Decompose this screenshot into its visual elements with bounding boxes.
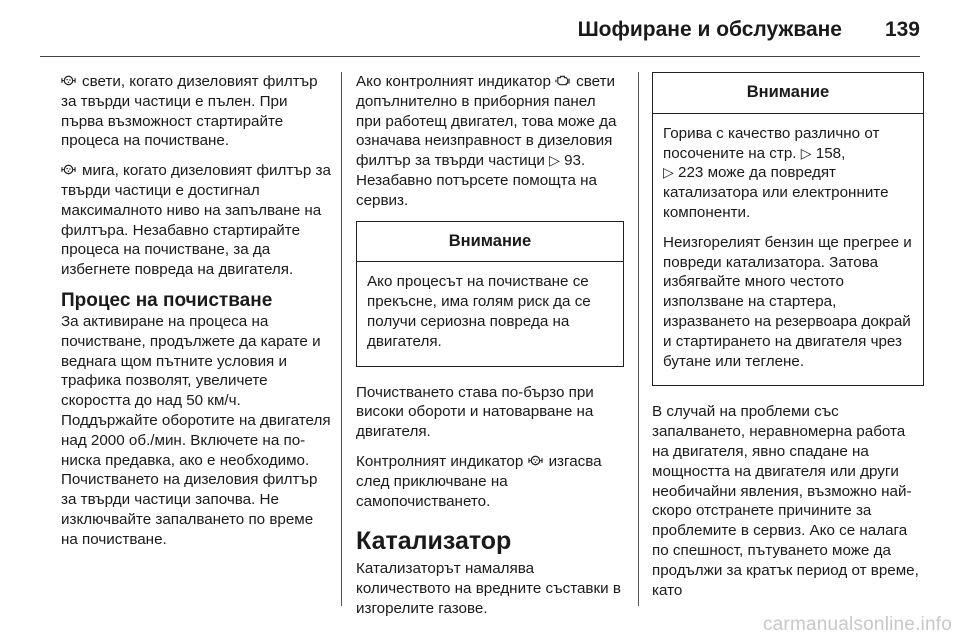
column-divider-1	[341, 72, 342, 606]
page-header	[0, 0, 960, 58]
engine-check-icon	[555, 73, 570, 88]
column-1	[61, 72, 333, 560]
watermark: carmanualsonline.info	[762, 614, 952, 635]
page-ref-arrow-icon: ▷	[800, 144, 812, 161]
paragraph-faster-cleaning: Почистването става по-бързо при високи обороти и натоварване на двигателя.	[356, 383, 594, 441]
dpf-filter-icon	[61, 73, 76, 88]
paragraph-dpf-flashing: мига, когато дизеловият филтър за твърди частици е достигнал максималното ниво на запълване на филтъра. Незабавно стартирайте процеса на почистване, за да избегнете повреда на двигателя.	[61, 162, 331, 279]
warning-fuel-quality: Горива с качество различно от посочените на стр. ▷ 158, ▷ 223 може да повредят катализатора или електронните компоненти.	[663, 124, 889, 221]
warning-text: Ако процесът на почистване се прекъсне, има голям риск да се получи сериозна повреда на двигателя.	[367, 273, 591, 350]
page-ref-arrow-icon: ▷	[549, 152, 560, 169]
dpf-filter-icon	[61, 162, 76, 177]
warning-title: Внимание	[653, 73, 923, 114]
dpf-filter-icon	[528, 453, 543, 468]
page-title: Шофиране и обслужване	[577, 18, 842, 41]
paragraph-cleaning-process: За активиране на процеса на почистване, продължете да карате и веднага щом пътните условия и трафика позволят, увеличете скоростта до над 50 км/ч. Поддържайте оборотите на двигателя над 2000 об./мин. Включете на по-ниска предавка, ако е необходимо. Почистването на дизеловия филтър за твърди частици започва. Не изключвайте запалването по време на почистване.	[61, 312, 331, 548]
page-ref-link[interactable]: 93	[564, 152, 581, 170]
page-ref-link[interactable]: 223	[678, 164, 704, 182]
section-heading-cleaning: Процес на почистване	[61, 289, 273, 311]
page-number: 139	[884, 18, 920, 41]
warning-box	[652, 72, 924, 386]
warning-unburnt-fuel: Неизгорелият бензин ще прегрее и повреди катализатора. Затова избягвайте много честото използване на стартера, изразването на резервоара докрай и стартирането на двигателя чрез бутане или теглене.	[663, 233, 912, 370]
paragraph-dpf-lit: свети, когато дизеловият филтър за твърди частици е пълен. При първа възможност стартирайте процеса на почистване.	[61, 73, 318, 150]
section-heading-catalyst: Катализатор	[356, 527, 512, 556]
page-ref-link[interactable]: 158	[815, 144, 842, 162]
header-divider	[40, 56, 920, 57]
paragraph-engine-indicator: Ако контролният индикатор свети допълнително в приборния панел при работещ двигател, това може да означава неизправност в дизеловия филтър за твърди частици ▷ 93. Незабавно потърсете помощта на сервиз.	[356, 73, 617, 209]
column-3	[652, 72, 924, 610]
page-ref-arrow-icon: ▷	[663, 164, 674, 181]
warning-title: Внимание	[357, 222, 623, 263]
paragraph-catalyst: Катализаторът намалява количеството на вредните съставки в изгорелите газове.	[356, 560, 621, 617]
column-2	[356, 72, 624, 629]
warning-box	[356, 221, 624, 367]
column-divider-2	[638, 72, 639, 606]
paragraph-indicator-off: Контролният индикатор изгасва след приключване на самопочистването.	[356, 452, 602, 510]
paragraph-ignition-problems: В случай на проблеми със запалването, неравномерна работа на двигателя, явно спадане на мощността на двигателя или други необичайни явления, възможно най-скоро отстранете причините за проблемите в сервиз. Ако се налага по спешност, пътуването може да продължи за кратък период от време, като	[652, 403, 919, 599]
